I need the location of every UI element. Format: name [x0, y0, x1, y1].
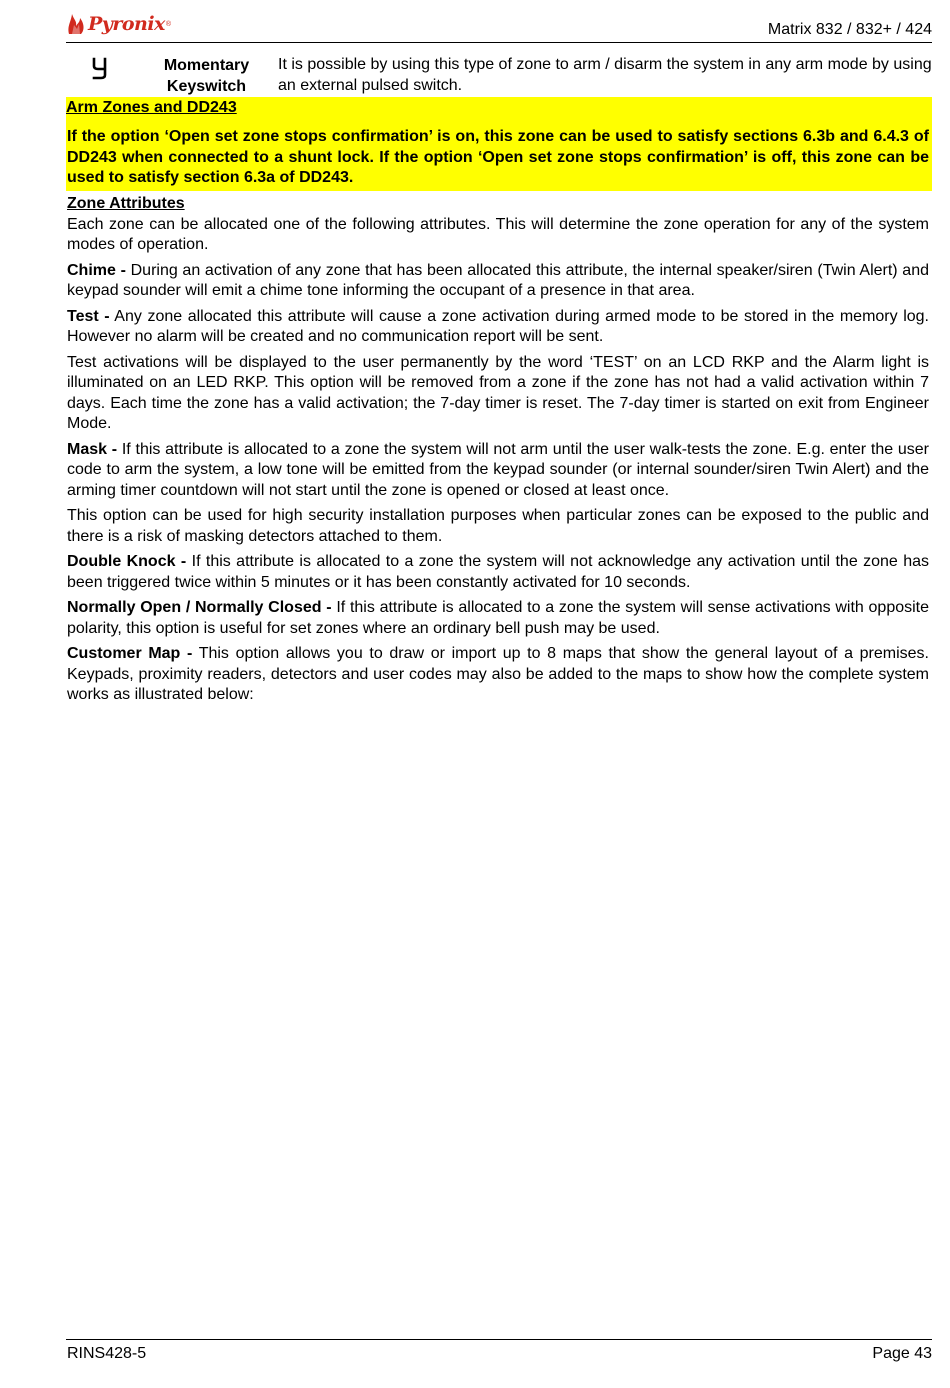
page-number: Page 43 [872, 1345, 932, 1362]
page-header [66, 10, 932, 42]
mask-term: Mask - [67, 440, 118, 458]
logo-wordmark: Pyronix [88, 13, 165, 35]
arm-zones-heading-bar [66, 97, 932, 119]
trademark-symbol: ® [165, 20, 172, 28]
arm-zones-heading: Arm Zones and DD243 [66, 99, 237, 116]
customer-map-term: Customer Map - [67, 645, 193, 662]
test-paragraph [67, 307, 929, 348]
zone-type-name [154, 55, 259, 97]
chime-term: Chime - [67, 261, 126, 279]
nonc-term: Normally Open / Normally Closed - [67, 599, 332, 616]
nonc-text: If this attribute is allocated to a zone the system will sense activations with opposite polarity, this option is useful for set zones where an ordinary bell push may be used. [67, 599, 930, 637]
test-text: Any zone allocated this attribute will cause a zone activation during armed mode to be stored in the memory log. However no alarm will be created and no communication report will be sent. [67, 307, 929, 345]
zone-type-glyph [90, 55, 110, 81]
highlight-spacer [66, 119, 932, 127]
chime-paragraph [67, 261, 929, 302]
document-reference: RINS428-5 [67, 1345, 147, 1362]
zone-type-description: It is possible by using this type of zone to arm / disarm the system in any arm mode by using an external pulsed switch. [278, 56, 932, 94]
mask-text: If this attribute is allocated to a zone the system will not arm until the user walk-tests the zone. E.g. enter the user code to arm the system, a low tone will be emitted from the keypad sounder (or internal sounder/siren Twin Alert) and the arming timer countdown will not start until the zone is opened or closed at least once. [67, 440, 929, 499]
double-knock-term: Double Knock - [67, 553, 187, 570]
flame-icon [66, 12, 86, 36]
document-title: Matrix 832 / 832+ / 424 [767, 21, 932, 38]
customer-map-text: This option allows you to draw or import up to 8 maps that show the general layout of a premises. Keypads, proximity readers, detectors and user codes may also be added to the maps to show how the complete system works as illustrated below: [67, 645, 929, 703]
zone-attributes-heading: Zone Attributes [67, 195, 185, 212]
chime-text: During an activation of any zone that has been allocated this attribute, the internal speaker/siren (Twin Alert) and keypad sounder will emit a chime tone informing the occupant of a presence in that area. [67, 261, 930, 299]
pyronix-logo [66, 10, 171, 38]
mask-paragraph [67, 440, 929, 502]
zone-name-line2: Keyswitch [166, 78, 247, 95]
mask-paragraph-2: This option can be used for high security installation purposes when particular zones can be exposed to the public and there is a risk of masking detectors attached to them. [67, 507, 929, 545]
arm-zones-text: If the option ‘Open set zone stops confirmation’ is on, this zone can be used to satisfy sections 6.3b and 6.4.3 of DD243 when connected to a shunt lock. If the option ‘Open set zone stops confirmation’ is off, this zone can be used to satisfy section 6.3a of DD243. [66, 127, 932, 191]
zone-name-line1: Momentary [163, 57, 250, 74]
customer-map-paragraph [67, 644, 929, 706]
footer-divider [66, 1339, 932, 1340]
zone-type-row [66, 55, 936, 97]
zone-attributes-section [67, 194, 929, 711]
zone-attributes-intro: Each zone can be allocated one of the following attributes. This will determine the zone operation for any of the system modes of operation. [67, 215, 929, 253]
double-knock-paragraph [67, 552, 929, 593]
test-paragraph-2: Test activations will be displayed to the user permanently by the word ‘TEST’ on an LCD RKP and the Alarm light is illuminated on an LED RKP. This option will be removed from a zone if the zone has not had a valid activation within 7 days. Each time the zone has a valid activation; the 7-day timer is reset. The 7-day timer is started on exit from Engineer Mode. [67, 353, 929, 432]
double-knock-text: If this attribute is allocated to a zone the system will not acknowledge any activation until the zone has been triggered twice within 5 minutes or it has been constantly activated for 10 seconds. [67, 553, 929, 591]
nonc-paragraph [67, 598, 929, 639]
test-term: Test - [67, 307, 110, 325]
header-divider [66, 42, 932, 43]
